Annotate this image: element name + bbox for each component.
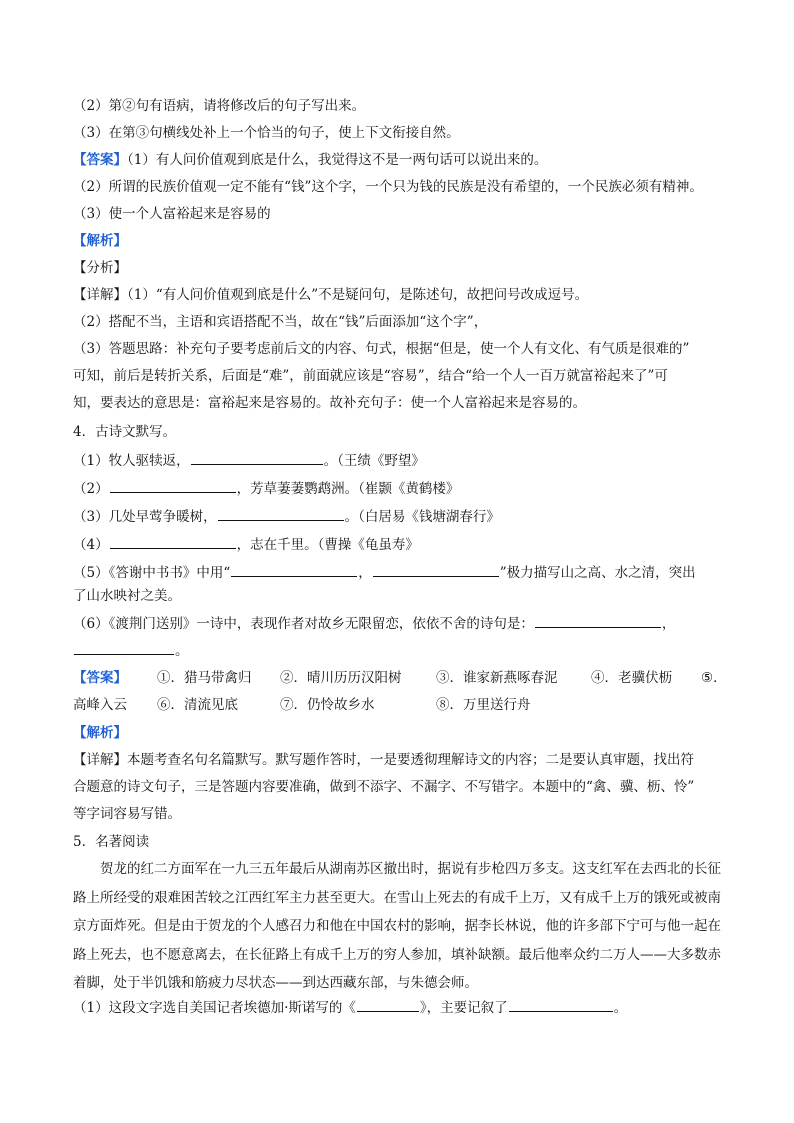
q4-title: 4．古诗文默写。 [73,424,177,440]
q3-xiangjie3b: 可知，前后是转折关系，后面是“难”，前面就应该是“容易”，结合“给一个人一百万就富裕起来了”可 [73,368,668,384]
q3-xiangjie2: （2）搭配不当，主语和宾语搭配不当，故在“钱”后面添加“这个字”， [73,314,488,330]
q4-line1: （1）牧人驱犊返， 。（王绩《野望》 [73,449,733,471]
q3-answer3: （3）使一个人富裕起来是容易的 [73,206,271,222]
q5-sub1: （1）这段文字选自美国记者埃德加·斯诺写的《 》，主要记叙了 。 [73,996,733,1018]
fill-blank [110,533,236,549]
jiexi-tag: 【解析】 [73,233,127,249]
q4-line2: （2） ，芳草萋萋鹦鹉洲。（崔颢《黄鹤楼》 [73,477,733,499]
q4-line5-cont: 了山水映衬之美。 [73,588,181,604]
q5-passage: 贺龙的红二方面军在一九三五年最后从湖南苏区撤出时，据说有步枪四万多支。这支红军在去西北的长征路上所经受的艰难困苦较之江西红军主力甚至更大。在雪山上死去的有成千上万，又有成千上万的饿死或被南京方面炸死。但是由于贺龙的个人感召力和他在中国农村的影响，据李长林说，他的许多部下宁可与他一起在路上死去，也不愿意离去，在长征路上有成千上万的穷人参加，填补缺额。最后他率众约二万人——大多数赤着脚，处于半饥饿和筋疲力尽状态——到达西藏东部，与朱德会师。 [73,861,721,991]
q4-line3: （3）几处早莺争暖树， 。（白居易《钱塘湖春行》 [73,505,733,527]
q4-xiangjie3: 等字词容易写错。 [73,806,181,822]
fill-blank [509,996,613,1012]
q5-title: 5．名著阅读 [73,834,150,850]
fill-blank [357,996,419,1012]
q3-xiangjie1: 【详解】（1）“有人问价值观到底是什么”不是疑问句，是陈述句，故把问号改成逗号。 [73,287,589,303]
fill-blank [110,477,236,493]
fill-blank [191,449,323,465]
fill-blank [535,612,661,628]
fenxi-tag: 【分析】 [73,260,127,276]
fill-blank [74,639,174,655]
q3-answer2: （2）所谓的民族价值观一定不能有“钱”这个字，一个只为钱的民族是没有希望的，一个民族必须有精神。 [73,179,703,195]
q4-xiangjie2: 合题意的诗文句子，三是答题内容要准确，做到不添字、不漏字、不写错字。本题中的“禽、骥、枥、怜” [73,779,695,795]
q4-answers-row2: 高峰入云 ⑥．清流见底 ⑦．仍怜故乡水 ⑧．万里送行舟 [73,697,531,713]
q3-xiangjie3a: （3）答题思路：补充句子要考虑前后文的内容、句式，根据“但是，使一个人有文化、有气质是很难的” [73,341,690,357]
q3-sub3: （3）在第③句横线处补上一个恰当的句子，使上下文衔接自然。 [73,125,460,141]
fill-blank [218,505,344,521]
q3-sub2: （2）第②句有语病，请将修改后的句子写出来。 [73,98,366,114]
q4-jiexi-tag: 【解析】 [73,725,127,741]
answer-tag: 【答案】 [73,152,127,168]
q3-xiangjie3c: 知，要表达的意思是：富裕起来是容易的。故补充句子：使一个人富裕起来是容易的。 [73,395,586,411]
q4-answers-row1: 【答案】 ①．猎马带禽归 ②．晴川历历汉阳树 ③．谁家新燕啄春泥 ④．老骥伏枥 ⑤． [73,670,727,686]
q4-line4: （4） ，志在千里。（曹操《龟虽寿》 [73,533,733,555]
fill-blank [231,561,357,577]
q4-line6: （6）《渡荆门送别》一诗中，表现作者对故乡无限留恋，依依不舍的诗句是： ， [73,612,733,634]
q3-answer1: 【答案】（1）有人问价值观到底是什么，我觉得这不是一两句话可以说出来的。 [73,152,548,168]
q4-line6-cont: 。 [73,639,733,661]
fill-blank [373,561,499,577]
q4-xiangjie1: 【详解】本题考查名句名篇默写。默写题作答时，一是要透彻理解诗文的内容；二是要认真审题，找出符 [73,752,694,768]
q4-line5: （5）《答谢中书书》中用“ ， ”极力描写山之高、水之清，突出 [73,561,733,583]
